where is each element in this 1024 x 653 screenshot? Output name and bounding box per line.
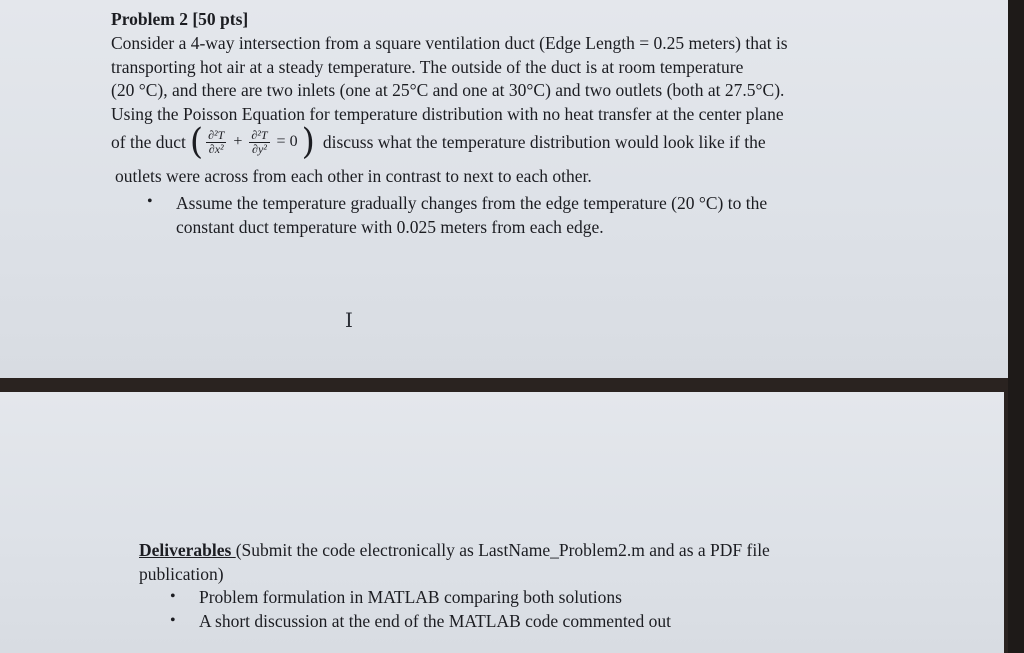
bullet-dot: • [147, 193, 153, 210]
fraction-numerator: ∂²T [208, 127, 225, 142]
assumption-line-2: constant duct temperature with 0.025 meters from each edge. [176, 217, 604, 237]
poisson-equation-line [111, 121, 766, 163]
fraction-numerator: ∂²T [251, 127, 268, 142]
deliverables-title: Deliverables [139, 540, 236, 560]
deliverables-panel [0, 392, 1004, 653]
problem-line-after-equation: outlets were across from each other in contrast to next to each other. [115, 166, 592, 186]
problem-line-1: Consider a 4-way intersection from a square ventilation duct (Edge Length = 0.25 meters) that is [111, 33, 788, 53]
problem-line-4: Using the Poisson Equation for temperature distribution with no heat transfer at the center plane [111, 104, 784, 124]
fraction-d2t-dx2 [206, 129, 226, 156]
deliverable-item-1: Problem formulation in MATLAB comparing both solutions [199, 587, 622, 607]
deliverables-text: (Submit the code electronically as LastName_Problem2.m and as a PDF file [235, 540, 770, 560]
equation-prefix: of the duct [111, 131, 186, 152]
fraction-denominator: ∂y² [252, 141, 267, 156]
assumption-line-1: Assume the temperature gradually changes from the edge temperature (20 °C) to the [176, 193, 768, 213]
equation-suffix: discuss what the temperature distribution would look like if the [322, 131, 766, 152]
bullet-dot: • [170, 588, 176, 605]
fraction-d2t-dy2 [249, 129, 269, 156]
fraction-denominator: ∂x² [208, 141, 224, 156]
deliverables-line-2: publication) [139, 564, 224, 584]
paren-open: ( [189, 121, 204, 163]
screen-bezel [1008, 0, 1024, 653]
problem-heading: Problem 2 [50 pts] [111, 9, 249, 29]
equals-zero: = 0 [276, 133, 298, 150]
deliverables-line-1 [139, 540, 770, 560]
problem-line-3: (20 °C), and there are two inlets (one at 25°C and one at 30°C) and two outlets (both at 27.5°C). [111, 80, 785, 100]
paren-close: ) [301, 121, 315, 163]
deliverable-item-2: A short discussion at the end of the MATLAB code commented out [199, 611, 671, 631]
problem-line-2: transporting hot air at a steady temperature. The outside of the duct is at room temperature [111, 57, 744, 77]
plus-sign: + [233, 133, 243, 150]
bullet-dot: • [170, 612, 176, 629]
text-cursor-icon: I [345, 308, 353, 332]
